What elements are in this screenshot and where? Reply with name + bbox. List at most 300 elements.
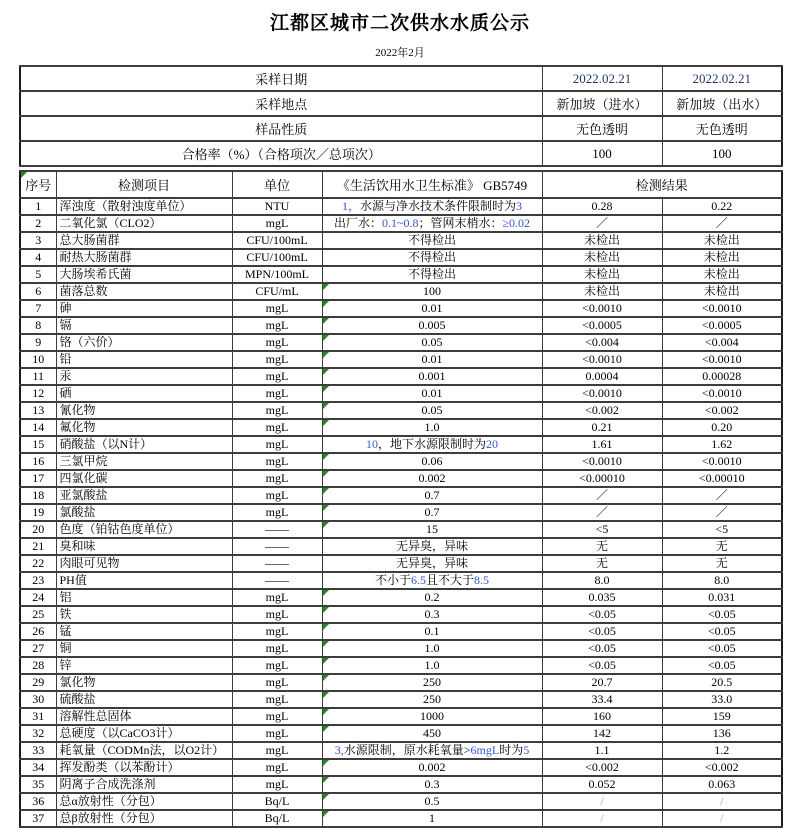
cell-result-inlet: 1.1 [542,742,662,759]
cell-result-inlet: <0.05 [542,606,662,623]
cell-result-outlet: 未检出 [662,283,782,300]
cell-item: 氯酸盐 [56,504,232,521]
cell-result-inlet: 无 [542,538,662,555]
table-row [20,249,782,266]
cell-no: 4 [20,249,56,266]
table-row [20,776,782,793]
cell-result-outlet: 0.00028 [662,368,782,385]
cell-result-inlet: 未检出 [542,266,662,283]
cell-result-inlet: <0.05 [542,640,662,657]
cell-standard: 0.1 [322,623,542,640]
cell-standard: 0.5 [322,793,542,810]
col-header-unit: 单位 [232,171,322,198]
standard-text-segment: 且不大于 [426,573,475,588]
cell-standard: 0.01 [322,300,542,317]
cell-result-outlet: <0.05 [662,606,782,623]
table-row [20,674,782,691]
table-row [20,504,782,521]
cell-result-inlet: <0.0010 [542,300,662,317]
cell-no: 11 [20,368,56,385]
results-header-row [20,171,782,198]
info-value-outlet: 无色透明 [662,116,782,141]
cell-result-outlet: <0.004 [662,334,782,351]
cell-unit: mgL [232,402,322,419]
cell-standard: 0.002 [322,470,542,487]
cell-result-inlet: <0.0010 [542,385,662,402]
cell-item: 菌落总数 [56,283,232,300]
cell-item: 硫酸盐 [56,691,232,708]
table-row [20,623,782,640]
cell-item: 溶解性总固体 [56,708,232,725]
cell-item: 肉眼可见物 [56,555,232,572]
cell-unit: mgL [232,606,322,623]
cell-standard: 100 [322,283,542,300]
table-row [20,198,782,215]
table-row [20,487,782,504]
cell-standard: 0.06 [322,453,542,470]
cell-no: 14 [20,419,56,436]
cell-result-outlet: 1.2 [662,742,782,759]
report-month: 2022年2月 [375,47,425,59]
cell-unit: Bq/L [232,810,322,827]
cell-result-outlet: <0.0010 [662,385,782,402]
cell-item: 四氯化碳 [56,470,232,487]
cell-item: 挥发酚类（以苯酚计） [56,759,232,776]
cell-unit: mgL [232,470,322,487]
cell-result-outlet: 136 [662,725,782,742]
cell-item: 铜 [56,640,232,657]
cell-result-inlet: 0.052 [542,776,662,793]
standard-text-segment: 水源与净水技术条件限制时为 [360,199,517,214]
cell-result-inlet: <0.0010 [542,351,662,368]
cell-item: 二氧化氯（CLO2） [56,215,232,232]
cell-no: 18 [20,487,56,504]
cell-result-outlet: / [662,793,782,810]
cell-item: 铁 [56,606,232,623]
cell-no: 22 [20,555,56,572]
table-row [20,402,782,419]
cell-no: 17 [20,470,56,487]
cell-result-outlet: <0.05 [662,623,782,640]
cell-no: 15 [20,436,56,453]
cell-unit: mgL [232,487,322,504]
cell-item: 色度（铂钴色度单位） [56,521,232,538]
cell-unit: —— [232,572,322,589]
cell-result-outlet: 0.22 [662,198,782,215]
cell-unit: mgL [232,215,322,232]
cell-item: 臭和味 [56,538,232,555]
cell-result-inlet: <5 [542,521,662,538]
cell-result-outlet: 20.5 [662,674,782,691]
cell-standard: 1.0 [322,657,542,674]
cell-result-outlet: ／ [662,215,782,232]
info-row [20,141,782,166]
standard-text-segment: 不小于 [374,573,411,588]
cell-unit: mgL [232,589,322,606]
cell-result-inlet: 未检出 [542,283,662,300]
cell-standard [322,215,542,232]
cell-no: 23 [20,572,56,589]
cell-standard: 0.3 [322,606,542,623]
info-label: 采样地点 [20,91,542,116]
cell-result-outlet: <0.0010 [662,351,782,368]
cell-standard: 不得检出 [322,249,542,266]
cell-item: 浑浊度（散射浊度单位） [56,198,232,215]
cell-unit: —— [232,521,322,538]
cell-unit: —— [232,555,322,572]
table-row [20,640,782,657]
cell-standard: 无异臭，异味 [322,538,542,555]
cell-no: 36 [20,793,56,810]
cell-no: 33 [20,742,56,759]
cell-standard: 250 [322,691,542,708]
cell-unit: mgL [232,436,322,453]
cell-unit: —— [232,538,322,555]
cell-item: 氰化物 [56,402,232,419]
cell-result-inlet: <0.0010 [542,453,662,470]
cell-item: 大肠埃希氏菌 [56,266,232,283]
table-row [20,232,782,249]
cell-result-outlet: <0.002 [662,402,782,419]
sample-info-table [19,65,783,167]
cell-no: 29 [20,674,56,691]
cell-standard: 0.2 [322,589,542,606]
info-value-outlet: 2022.02.21 [662,66,782,91]
cell-unit: mgL [232,691,322,708]
info-value-inlet: 100 [542,141,662,166]
cell-standard: 0.05 [322,402,542,419]
col-header-no: 序号 [20,171,56,198]
cell-standard: 1.0 [322,640,542,657]
cell-result-inlet: 8.0 [542,572,662,589]
cell-standard: 0.001 [322,368,542,385]
cell-result-inlet: <0.0005 [542,317,662,334]
table-row [20,283,782,300]
cell-result-inlet: 0.0004 [542,368,662,385]
cell-unit: mgL [232,742,322,759]
cell-item: 氯化物 [56,674,232,691]
cell-unit: mgL [232,317,322,334]
cell-unit: mgL [232,759,322,776]
cell-result-outlet: <0.05 [662,640,782,657]
table-row [20,351,782,368]
cell-item: 锰 [56,623,232,640]
cell-unit: mgL [232,419,322,436]
page-title: 江都区城市二次供水水质公示 [269,13,530,34]
cell-no: 35 [20,776,56,793]
cell-result-inlet: ／ [542,504,662,521]
cell-standard: 250 [322,674,542,691]
table-row [20,368,782,385]
cell-unit: mgL [232,504,322,521]
cell-item: 铬（六价） [56,334,232,351]
standard-number-segment: 8.5 [474,573,490,588]
cell-standard: 0.005 [322,317,542,334]
standard-text-segment: 出厂水： [333,216,382,231]
table-row [20,334,782,351]
cell-no: 28 [20,657,56,674]
cell-unit: Bq/L [232,793,322,810]
cell-result-inlet: 142 [542,725,662,742]
standard-number-segment: 10 [365,437,378,452]
cell-item: 三氯甲烷 [56,453,232,470]
cell-no: 20 [20,521,56,538]
col-header-standard: 《生活饮用水卫生标准》 GB5749 [322,171,542,198]
cell-standard: 450 [322,725,542,742]
table-row [20,215,782,232]
cell-standard: 1.0 [322,419,542,436]
info-value-inlet: 新加坡（进水） [542,91,662,116]
cell-unit: NTU [232,198,322,215]
cell-unit: mgL [232,453,322,470]
table-row [20,436,782,453]
cell-no: 32 [20,725,56,742]
standard-text-segment: ；管网末梢水： [418,216,503,231]
cell-no: 37 [20,810,56,827]
info-value-inlet: 无色透明 [542,116,662,141]
cell-result-inlet: 0.035 [542,589,662,606]
cell-item: 铅 [56,351,232,368]
table-row [20,521,782,538]
cell-item: 阴离子合成洗涤剂 [56,776,232,793]
cell-unit: CFU/mL [232,283,322,300]
info-label: 样品性质 [20,116,542,141]
cell-standard [322,436,542,453]
cell-no: 9 [20,334,56,351]
standard-text-segment: 时为 [499,743,524,758]
cell-standard: 无异臭，异味 [322,555,542,572]
col-header-item: 检测项目 [56,171,232,198]
info-label: 合格率（%）（合格项次／总项次） [20,141,542,166]
cell-standard: 0.01 [322,385,542,402]
info-value-outlet: 100 [662,141,782,166]
table-row [20,759,782,776]
cell-result-outlet: 无 [662,538,782,555]
cell-no: 25 [20,606,56,623]
cell-result-inlet: 0.28 [542,198,662,215]
info-value-outlet: 新加坡（出水） [662,91,782,116]
cell-item: PH值 [56,572,232,589]
test-results-table [19,170,783,828]
cell-result-outlet: 0.063 [662,776,782,793]
cell-result-outlet: <0.0010 [662,453,782,470]
cell-item: 硒 [56,385,232,402]
cell-item: 总大肠菌群 [56,232,232,249]
cell-result-outlet: 33.0 [662,691,782,708]
cell-unit: mgL [232,334,322,351]
cell-result-inlet: <0.00010 [542,470,662,487]
cell-item: 镉 [56,317,232,334]
cell-result-inlet: <0.05 [542,657,662,674]
cell-standard: 0.7 [322,504,542,521]
standard-number-segment: 20 [486,437,498,452]
cell-unit: mgL [232,725,322,742]
cell-result-inlet: / [542,793,662,810]
table-row [20,300,782,317]
cell-unit: CFU/100mL [232,232,322,249]
cell-result-inlet: ／ [542,215,662,232]
cell-unit: mgL [232,776,322,793]
cell-no: 27 [20,640,56,657]
table-row [20,317,782,334]
table-row [20,419,782,436]
cell-result-outlet: 159 [662,708,782,725]
cell-item: 硝酸盐（以N计） [56,436,232,453]
cell-standard: 0.002 [322,759,542,776]
cell-no: 26 [20,623,56,640]
cell-result-inlet: / [542,810,662,827]
cell-no: 19 [20,504,56,521]
cell-result-inlet: 无 [542,555,662,572]
cell-standard: 0.01 [322,351,542,368]
cell-no: 5 [20,266,56,283]
cell-result-outlet: <0.00010 [662,470,782,487]
cell-standard: 0.7 [322,487,542,504]
cell-item: 亚氯酸盐 [56,487,232,504]
cell-unit: mgL [232,640,322,657]
cell-no: 10 [20,351,56,368]
cell-result-inlet: 未检出 [542,232,662,249]
cell-unit: mgL [232,351,322,368]
table-row [20,793,782,810]
table-row [20,453,782,470]
standard-text-segment: ，地下水源限制时为 [377,437,486,452]
cell-result-outlet: 未检出 [662,249,782,266]
cell-standard: 0.05 [322,334,542,351]
cell-no: 34 [20,759,56,776]
cell-no: 3 [20,232,56,249]
info-label: 采样日期 [20,66,542,91]
cell-result-outlet: 8.0 [662,572,782,589]
cell-unit: mgL [232,657,322,674]
cell-standard: 不得检出 [322,266,542,283]
table-row [20,589,782,606]
standard-number-segment: ≥0.02 [502,216,531,231]
cell-result-outlet: <0.05 [662,657,782,674]
standard-text-segment: 水源限制，原水耗氧量> [343,743,471,758]
table-row [20,266,782,283]
cell-no: 31 [20,708,56,725]
cell-standard [322,572,542,589]
standard-number-segment: 3, [334,743,344,758]
table-row [20,538,782,555]
cell-unit: mgL [232,385,322,402]
cell-result-inlet: 1.61 [542,436,662,453]
cell-result-inlet: 160 [542,708,662,725]
standard-number-segment: 0.1~0.8 [381,216,419,231]
cell-result-inlet: <0.05 [542,623,662,640]
cell-result-outlet: / [662,810,782,827]
table-row [20,470,782,487]
info-row [20,66,782,91]
cell-result-inlet: <0.002 [542,402,662,419]
cell-unit: mgL [232,300,322,317]
cell-result-outlet: <0.002 [662,759,782,776]
cell-result-outlet: 0.20 [662,419,782,436]
cell-no: 8 [20,317,56,334]
cell-result-outlet: 未检出 [662,232,782,249]
cell-result-outlet: 无 [662,555,782,572]
cell-unit: mgL [232,708,322,725]
table-row [20,606,782,623]
cell-standard [322,198,542,215]
cell-result-outlet: <5 [662,521,782,538]
info-value-inlet: 2022.02.21 [542,66,662,91]
info-row [20,116,782,141]
standard-number-segment: 6mgL [470,743,500,758]
cell-result-inlet: 0.21 [542,419,662,436]
cell-standard: 1000 [322,708,542,725]
cell-item: 耐热大肠菌群 [56,249,232,266]
cell-no: 30 [20,691,56,708]
cell-unit: mgL [232,623,322,640]
cell-item: 汞 [56,368,232,385]
cell-standard [322,742,542,759]
standard-number-segment: 3 [516,199,523,214]
cell-unit: mgL [232,674,322,691]
cell-no: 24 [20,589,56,606]
cell-standard: 0.3 [322,776,542,793]
cell-result-outlet: <0.0010 [662,300,782,317]
cell-item: 耗氧量（CODMn法，以O2计） [56,742,232,759]
cell-result-inlet: 未检出 [542,249,662,266]
cell-no: 1 [20,198,56,215]
cell-result-outlet: ／ [662,504,782,521]
cell-item: 总β放射性（分包） [56,810,232,827]
standard-number-segment: 6.5 [411,573,426,588]
cell-item: 氟化物 [56,419,232,436]
cell-no: 16 [20,453,56,470]
cell-result-outlet: <0.0005 [662,317,782,334]
cell-result-inlet: ／ [542,487,662,504]
cell-result-inlet: <0.002 [542,759,662,776]
table-row [20,555,782,572]
cell-result-inlet: <0.004 [542,334,662,351]
table-row [20,708,782,725]
cell-no: 6 [20,283,56,300]
standard-number-segment: 1， [341,199,360,214]
cell-standard: 15 [322,521,542,538]
cell-unit: MPN/100mL [232,266,322,283]
cell-item: 砷 [56,300,232,317]
table-row [20,657,782,674]
table-row [20,572,782,589]
cell-no: 13 [20,402,56,419]
cell-result-outlet: ／ [662,487,782,504]
cell-result-outlet: 1.62 [662,436,782,453]
col-header-result: 检测结果 [542,171,782,198]
cell-item: 总硬度（以CaCO3计） [56,725,232,742]
cell-result-outlet: 0.031 [662,589,782,606]
table-row [20,385,782,402]
cell-result-inlet: 33.4 [542,691,662,708]
cell-result-inlet: 20.7 [542,674,662,691]
cell-no: 7 [20,300,56,317]
cell-no: 2 [20,215,56,232]
cell-item: 铝 [56,589,232,606]
cell-unit: mgL [232,368,322,385]
cell-standard: 1 [322,810,542,827]
cell-item: 总α放射性（分包） [56,793,232,810]
cell-no: 12 [20,385,56,402]
standard-number-segment: 5 [523,743,530,758]
table-row [20,691,782,708]
table-row [20,725,782,742]
cell-unit: CFU/100mL [232,249,322,266]
table-row [20,742,782,759]
cell-result-outlet: 未检出 [662,266,782,283]
cell-standard: 不得检出 [322,232,542,249]
